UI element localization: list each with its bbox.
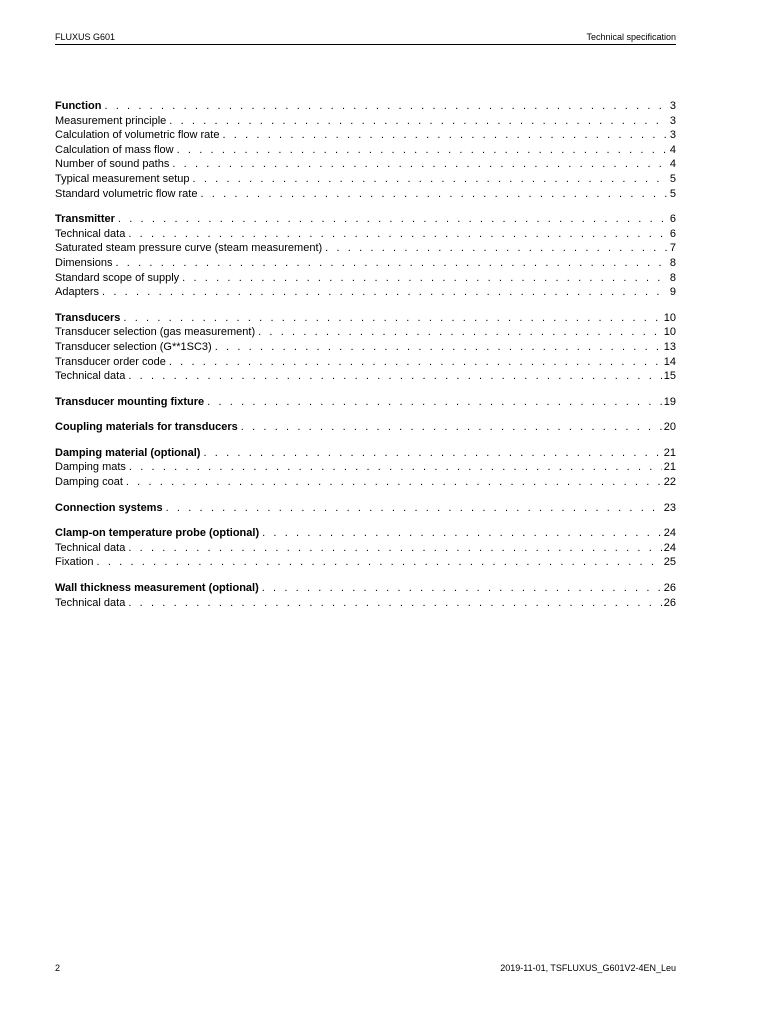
toc-entry-title: Adapters (55, 286, 100, 299)
toc-dot-leader (325, 241, 668, 256)
toc-section (55, 212, 676, 300)
toc-dot-leader (115, 256, 667, 271)
toc-entry-title: Number of sound paths (55, 158, 170, 171)
toc-entry-title: Calculation of mass flow (55, 143, 174, 156)
toc-entry-page-number: 8 (669, 256, 676, 269)
toc-entry-page-number: 3 (669, 100, 676, 112)
toc-entry-title: Clamp-on temperature probe (optional) (55, 527, 260, 540)
toc-section (55, 99, 676, 201)
toc-entry[interactable] (55, 541, 676, 556)
toc-entry-title: Calculation of volumetric flow rate (55, 129, 220, 142)
toc-section (55, 501, 676, 516)
toc-dot-leader (258, 325, 662, 340)
toc-dot-leader (207, 395, 662, 410)
toc-dot-leader (200, 187, 667, 202)
toc-entry-title: Technical data (55, 596, 126, 609)
toc-entry-title: Saturated steam pressure curve (steam measurement) (55, 242, 323, 255)
toc-section (55, 311, 676, 384)
toc-entry-page-number: 19 (663, 395, 676, 408)
toc-chapter-entry[interactable] (55, 446, 676, 461)
toc-entry-page-number: 25 (663, 556, 676, 569)
toc-entry-page-number: 4 (669, 158, 676, 171)
toc-entry[interactable] (55, 325, 676, 340)
toc-chapter-entry[interactable] (55, 581, 676, 596)
toc-entry-title: Damping coat (55, 476, 123, 489)
toc-entry-page-number: 5 (669, 187, 676, 200)
page-header (55, 30, 676, 45)
toc-dot-leader (128, 541, 661, 556)
toc-entry-title: Technical data (55, 370, 126, 383)
toc-entry-title: Transmitter (55, 213, 115, 226)
toc-dot-leader (222, 128, 667, 143)
toc-entry-page-number: 6 (669, 227, 676, 240)
toc-chapter-entry[interactable] (55, 99, 676, 114)
toc-dot-leader (128, 227, 668, 242)
toc-entry[interactable] (55, 369, 676, 384)
toc-entry-page-number: 26 (663, 596, 676, 609)
toc-entry-page-number: 6 (669, 213, 676, 226)
toc-entry-page-number: 24 (663, 541, 676, 554)
toc-entry-title: Coupling materials for transducers (55, 421, 238, 434)
toc-entry[interactable] (55, 475, 676, 490)
toc-dot-leader (97, 555, 662, 570)
toc-entry-page-number: 23 (663, 501, 676, 514)
toc-entry[interactable] (55, 340, 676, 355)
header-product-name: FLUXUS G601 (55, 32, 116, 42)
toc-dot-leader (128, 369, 661, 384)
toc-chapter-entry[interactable] (55, 395, 676, 410)
toc-entry-title: Function (55, 100, 102, 112)
toc-entry-title: Connection systems (55, 501, 163, 514)
toc-dot-leader (102, 285, 668, 300)
toc-dot-leader (126, 475, 662, 490)
toc-dot-leader (177, 143, 668, 158)
toc-entry[interactable] (55, 172, 676, 187)
toc-entry-page-number: 7 (669, 242, 676, 255)
toc-entry[interactable] (55, 271, 676, 286)
table-of-contents (55, 99, 676, 621)
toc-dot-leader (169, 114, 668, 129)
toc-entry[interactable] (55, 355, 676, 370)
toc-section (55, 446, 676, 490)
toc-entry-page-number: 3 (669, 129, 676, 142)
toc-entry-title: Wall thickness measurement (optional) (55, 582, 259, 595)
toc-entry-title: Transducers (55, 311, 121, 324)
toc-dot-leader (166, 501, 662, 516)
toc-entry-page-number: 13 (663, 340, 676, 353)
toc-section (55, 420, 676, 435)
toc-dot-leader (241, 420, 662, 435)
toc-entry[interactable] (55, 596, 676, 611)
toc-entry-page-number: 21 (663, 461, 676, 474)
toc-chapter-entry[interactable] (55, 212, 676, 227)
toc-entry-page-number: 8 (669, 271, 676, 284)
toc-dot-leader (104, 99, 667, 114)
toc-entry-page-number: 20 (663, 421, 676, 434)
toc-dot-leader (203, 446, 661, 461)
toc-entry[interactable] (55, 143, 676, 158)
toc-entry[interactable] (55, 114, 676, 129)
toc-entry-title: Damping material (optional) (55, 446, 201, 459)
toc-entry-page-number: 26 (663, 582, 676, 595)
toc-entry-title: Transducer mounting fixture (55, 395, 205, 408)
toc-entry-page-number: 4 (669, 143, 676, 156)
toc-entry-title: Dimensions (55, 256, 113, 269)
toc-entry[interactable] (55, 241, 676, 256)
toc-entry[interactable] (55, 256, 676, 271)
toc-entry-title: Technical data (55, 541, 126, 554)
toc-section (55, 395, 676, 410)
toc-entry[interactable] (55, 460, 676, 475)
toc-dot-leader (193, 172, 668, 187)
toc-chapter-entry[interactable] (55, 526, 676, 541)
toc-entry-page-number: 10 (663, 326, 676, 339)
toc-entry[interactable] (55, 227, 676, 242)
header-document-type: Technical specification (586, 32, 676, 42)
toc-entry-page-number: 15 (663, 370, 676, 383)
footer-page-number: 2 (55, 963, 61, 973)
footer-document-id: 2019-11-01, TSFLUXUS_G601V2-4EN_Leu (500, 963, 676, 973)
toc-entry[interactable] (55, 285, 676, 300)
toc-dot-leader (128, 596, 661, 611)
toc-entry-title: Standard volumetric flow rate (55, 187, 198, 200)
toc-entry-title: Measurement principle (55, 114, 167, 127)
toc-dot-leader (215, 340, 662, 355)
toc-entry-page-number: 14 (663, 355, 676, 368)
toc-entry-title: Transducer order code (55, 355, 166, 368)
toc-entry-page-number: 9 (669, 286, 676, 299)
toc-entry-title: Fixation (55, 556, 94, 569)
toc-dot-leader (172, 157, 668, 172)
toc-dot-leader (129, 460, 662, 475)
toc-entry-page-number: 10 (663, 311, 676, 324)
toc-entry-page-number: 22 (663, 476, 676, 489)
toc-dot-leader (169, 355, 662, 370)
toc-dot-leader (262, 526, 662, 541)
toc-entry[interactable] (55, 128, 676, 143)
toc-entry-page-number: 3 (669, 114, 676, 127)
toc-entry-page-number: 24 (663, 527, 676, 540)
toc-entry-title: Typical measurement setup (55, 172, 190, 185)
toc-entry-page-number: 21 (663, 446, 676, 459)
toc-dot-leader (118, 212, 668, 227)
toc-entry[interactable] (55, 555, 676, 570)
toc-section (55, 581, 676, 610)
toc-dot-leader (182, 271, 668, 286)
toc-section (55, 526, 676, 570)
toc-chapter-entry[interactable] (55, 311, 676, 326)
toc-dot-leader (123, 311, 661, 326)
toc-entry[interactable] (55, 157, 676, 172)
toc-entry-page-number: 5 (669, 172, 676, 185)
toc-entry-title: Standard scope of supply (55, 271, 180, 284)
toc-dot-leader (262, 581, 662, 596)
toc-entry-title: Technical data (55, 227, 126, 240)
toc-entry-title: Damping mats (55, 461, 126, 474)
toc-entry-title: Transducer selection (G**1SC3) (55, 340, 212, 353)
toc-chapter-entry[interactable] (55, 420, 676, 435)
toc-entry[interactable] (55, 187, 676, 202)
toc-chapter-entry[interactable] (55, 501, 676, 516)
toc-entry-title: Transducer selection (gas measurement) (55, 326, 256, 339)
